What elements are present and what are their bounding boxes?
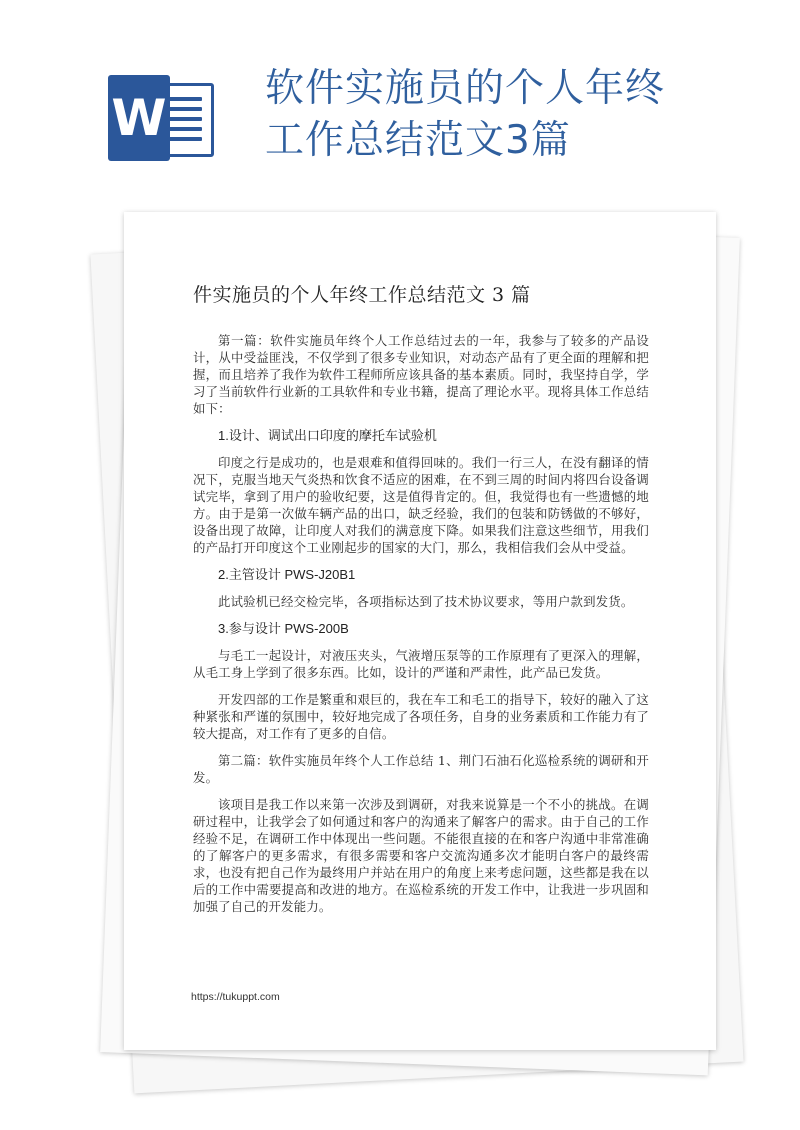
paragraph: 与毛工一起设计，对液压夹头，气液增压泵等的工作原理有了更深入的理解，从毛工身上学到了很多东西。比如，设计的严谨和严肃性，此产品已发货。 — [193, 648, 649, 680]
document-blocks — [193, 332, 649, 915]
section-heading: 1.设计、调试出口印度的摩托车试验机 — [218, 428, 437, 443]
paragraph: 第二篇：软件实施员年终个人工作总结 1、荆门石油石化巡检系统的调研和开发。 — [193, 753, 649, 785]
paragraph: 该项目是我工作以来第一次涉及到调研，对我来说算是一个不小的挑战。在调研过程中，让我学会了如何通过和客户的沟通来了解客户的需求。由于自己的工作经验不足，在调研工作中体现出一些问题。不能很直接的在和客户沟通中非常准确的了解客户的更多需求，有很多需要和客户交流沟通多次才能明白客户的最终需求，也没有把自己作为最终用户并站在用户的角度上来考虑问题，这些都是我在以后的工作中需要提高和改进的地方。在巡检系统的开发工作中，让我进一步巩固和加强了自己的开发能力。 — [193, 797, 649, 914]
section-heading: 2.主管设计 PWS-J20B1 — [218, 567, 356, 582]
footer-url: https://tukuppt.com — [191, 991, 280, 1003]
paragraph: 开发四部的工作是繁重和艰巨的，我在车工和毛工的指导下，较好的融入了这种紧张和严谨的氛围中，较好地完成了各项任务，自身的业务素质和工作能力有了较大提高，对工作有了更多的自信。 — [193, 692, 649, 741]
document-title: 件实施员的个人年终工作总结范文 3 篇 — [193, 284, 531, 306]
paragraph: 此试验机已经交检完毕，各项指标达到了技术协议要求，等用户款到发货。 — [218, 594, 634, 609]
paragraph: 印度之行是成功的，也是艰难和值得回味的。我们一行三人，在没有翻译的情况下，克服当地天气炎热和饮食不适应的困难，在不到三周的时间内将四台设备调试完毕，拿到了用户的验收纪要，这是值得肯定的。但，我觉得也有一些遗憾的地方。由于是第一次做车辆产品的出口，缺乏经验，我们的包装和防锈做的不够好，设备出现了故障，让印度人对我们的满意度下降。如果我们注意这些细节，用我们的产品打开印度这个工业刚起步的国家的大门，那么，我相信我们会从中受益。 — [193, 455, 649, 555]
section-heading: 3.参与设计 PWS-200B — [218, 621, 349, 636]
document-body — [193, 282, 649, 925]
cover-title-line-2: 工作总结范文3篇 — [265, 118, 571, 163]
word-letter-badge: W — [108, 75, 170, 161]
word-document-icon — [108, 75, 214, 161]
cover-title-line-1: 软件实施员的个人年终 — [265, 66, 666, 111]
cover-title — [265, 63, 785, 167]
paragraph: 第一篇：软件实施员年终个人工作总结过去的一年，我参与了较多的产品设计，从中受益匪浅，不仅学到了很多专业知识，对动态产品有了更全面的理解和把握，而且培养了我作为软件工程师所应该具备的基本素质。同时，我坚持自学，学习了当前软件行业新的工具软件和专业书籍，提高了理论水平。现将具体工作总结如下： — [193, 333, 649, 416]
